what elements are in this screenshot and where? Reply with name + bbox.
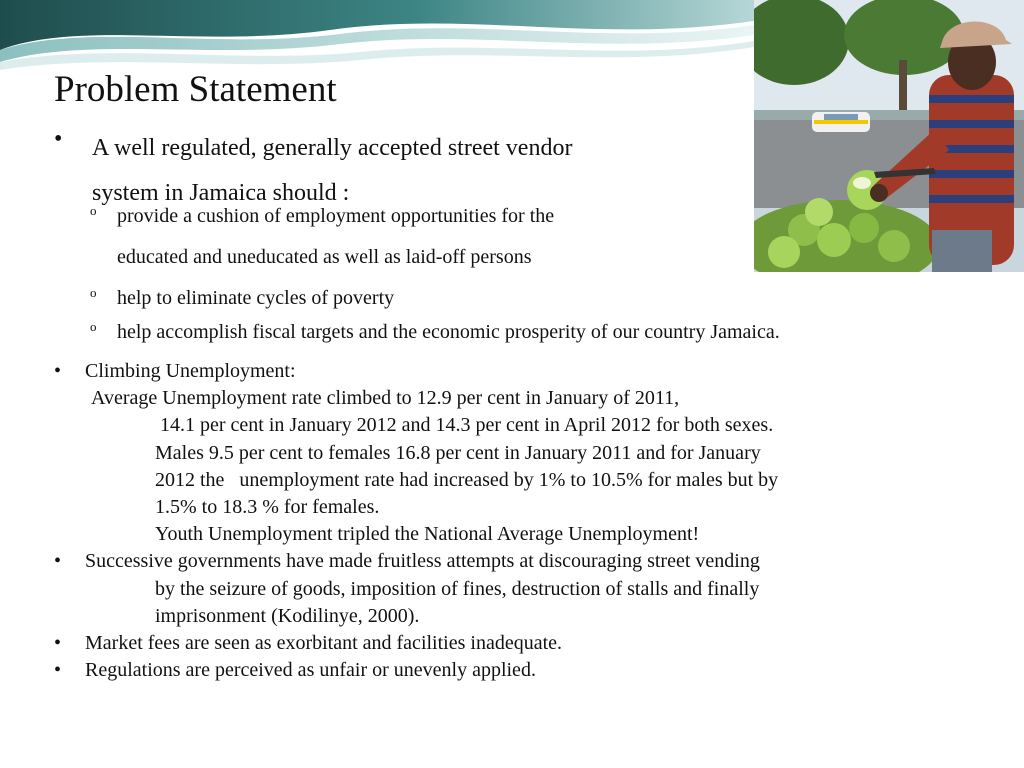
sub-bullet-glyph: o [90,285,97,300]
sub-bullet-text: educated and uneducated as well as laid-off persons [117,246,532,268]
list-item-text: Successive governments have made fruitless attempts at discouraging street vending [85,550,760,573]
list-item-regulations [54,657,954,684]
sub-bullet-text: help accomplish fiscal targets and the economic prosperity of our country Jamaica. [117,321,780,343]
list-item-text: Regulations are perceived as unfair or unevenly applied. [85,659,536,682]
sub-bullet-glyph: o [90,203,97,218]
list-item-text: Average Unemployment rate climbed to 12.9 per cent in January of 2011, [91,387,680,410]
list-item-text: 1.5% to 18.3 % for females. [155,496,380,519]
list-item-market-fees [54,630,954,657]
bullet-glyph: • [54,632,62,655]
sub-bullet-employment [90,196,960,278]
bullet-glyph: • [54,659,62,682]
list-item-text: by the seizure of goods, imposition of fines, destruction of stalls and finally [155,577,760,600]
list-item-unemployment [54,358,954,548]
sub-bullet-glyph: o [90,319,97,334]
list-item-heading: Climbing Unemployment: [85,360,296,382]
list-item-text: imprisonment (Kodilinye, 2000). [155,604,420,627]
sub-bullet-text: provide a cushion of employment opportunities for the [117,205,555,227]
sub-bullet-text: help to eliminate cycles of poverty [117,287,395,309]
list-item-text: 14.1 per cent in January 2012 and 14.3 per cent in April 2012 for both sexes. [155,414,774,437]
bullet-glyph: • [54,126,63,152]
slide-title: Problem Statement [54,69,337,110]
list-item-text: Youth Unemployment tripled the National Average Unemployment! [155,523,700,546]
list-item-text: Market fees are seen as exorbitant and facilities inadequate. [85,632,563,655]
lower-bullet-list [54,358,954,684]
list-item-governments [54,548,954,630]
main-bullet-line-2: system in Jamaica should : [92,180,350,206]
list-item-text: 2012 the unemployment rate had increased by 1% to 10.5% for males but by [155,468,779,491]
list-item-text: Males 9.5 per cent to females 16.8 per cent in January 2011 and for January [155,441,761,464]
main-bullet-line-1: A well regulated, generally accepted street vendor [92,135,573,161]
bullet-glyph: • [54,550,62,573]
bullet-glyph: • [54,360,62,382]
sub-bullet-fiscal [90,312,960,353]
